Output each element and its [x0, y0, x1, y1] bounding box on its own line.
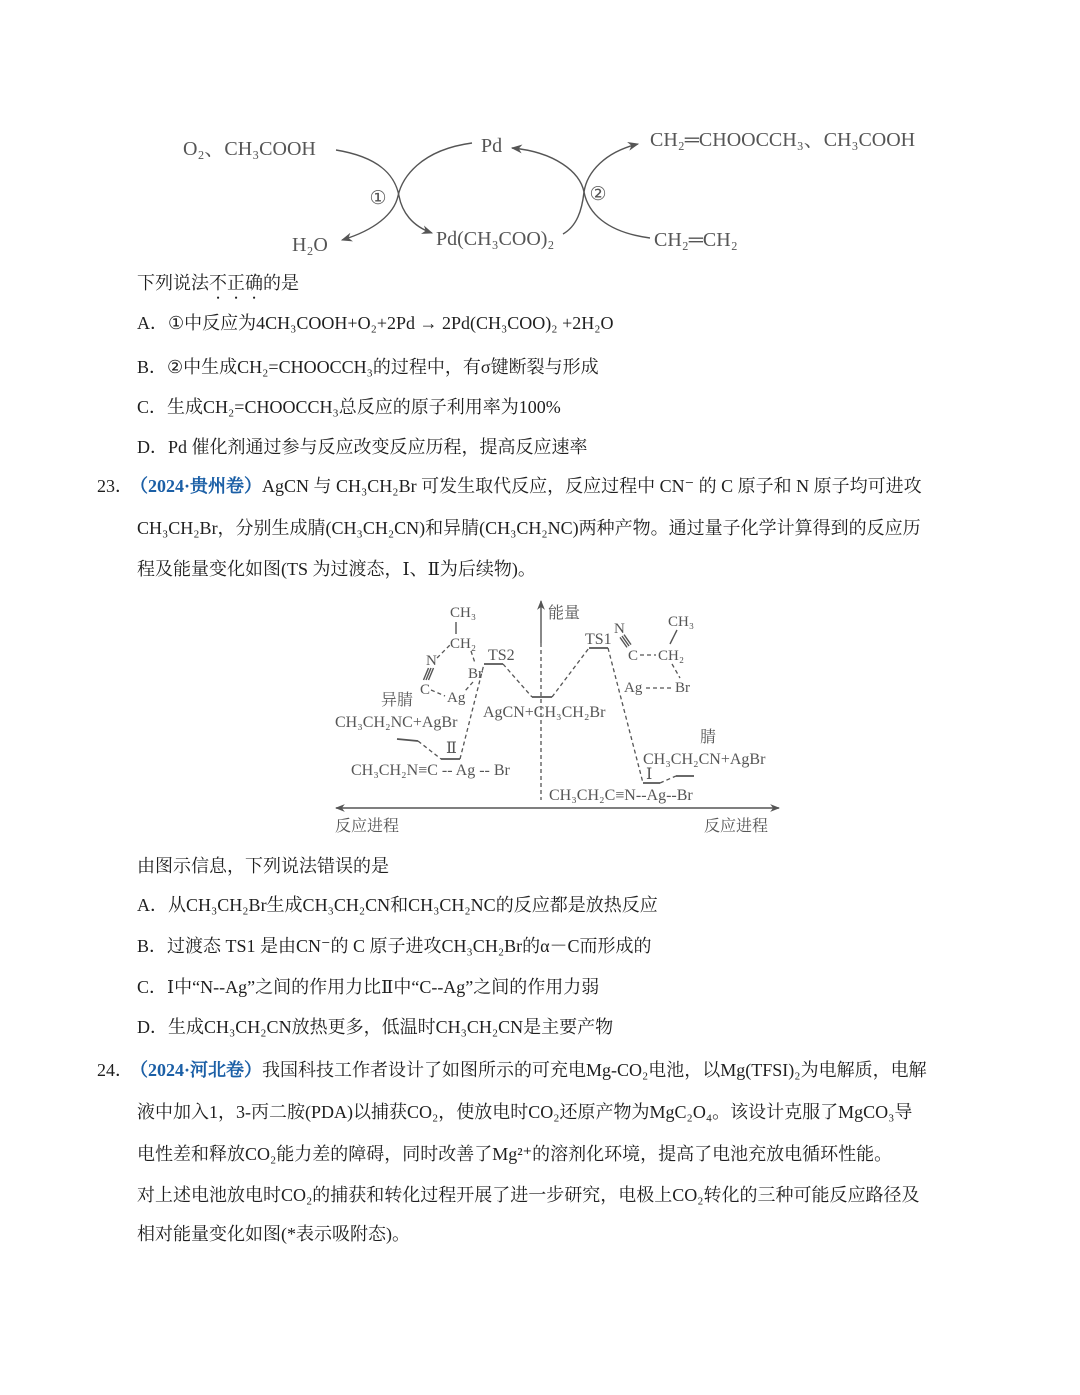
option-text: 过渡态 TS1 是由CN⁻的 C 原子进攻CH₃CH₂Br的α－C而形成的	[167, 936, 652, 956]
cycle-intermediate: Pd(CH₃COO)₂	[436, 228, 555, 250]
ts1-c: C	[628, 648, 639, 664]
reactants-label: AgCN+CH₃CH₂Br	[483, 704, 606, 721]
path-ts1-intermediate-1	[608, 648, 643, 783]
path-ts2-reactants	[503, 664, 532, 697]
ts2-ag: Ag	[447, 690, 466, 706]
q23-option-c	[137, 975, 599, 999]
intermediate-1-structure: CH₃CH₂C≡N--Ag--Br	[549, 787, 693, 804]
cycle-products: CH₂═CHOOCCH₃、CH₃COOH	[650, 129, 916, 151]
cycle-step-2: ②	[589, 183, 607, 205]
q23-option-a	[137, 893, 658, 917]
x-axis-label-right: 反应进程	[704, 818, 769, 835]
option-label: A．	[137, 895, 168, 915]
intermediate-1-label: Ⅰ	[646, 766, 653, 783]
cycle-catalyst: Pd	[481, 135, 503, 157]
q23-line-3: 程及能量变化如图(TS 为过渡态，Ⅰ、Ⅱ为后续物)。	[137, 559, 536, 579]
path-reactants-ts1	[552, 648, 589, 697]
q24-line-4: 对上述电池放电时CO₂的捕获和转化过程开展了进一步研究，电极上CO₂转化的三种可能反应路径及	[137, 1185, 920, 1205]
option-text: Ⅰ中“N--Ag”之间的作用力比Ⅱ中“C--Ag”之间的作用力弱	[167, 977, 600, 997]
path-product-intermediate-2	[418, 741, 441, 759]
intermediate-2-structure: CH₃CH₂N≡C -- Ag -- Br	[351, 762, 510, 779]
option-label: C．	[137, 397, 168, 417]
ts1-ch3: CH₃	[668, 614, 695, 630]
q22-option-b	[137, 355, 599, 379]
option-label: B．	[137, 936, 168, 956]
q22-option-a	[137, 311, 614, 335]
ts2-ch3: CH₃	[450, 605, 477, 621]
cycle-ethylene: CH₂═CH₂	[654, 229, 738, 251]
question-number: 24．	[97, 1060, 133, 1080]
q24-line-5: 相对能量变化如图(*表示吸附态)。	[137, 1224, 410, 1244]
q23-stem: 由图示信息，下列说法错误的是	[137, 856, 389, 876]
question-source: （2024·贵州卷）	[130, 476, 263, 496]
q22-stem-after: 的是	[263, 273, 299, 293]
cycle-arrow-to-catalyst	[512, 148, 650, 238]
ts2-br: Br	[468, 666, 483, 682]
energy-diagram	[330, 598, 785, 840]
q22-option-c	[137, 395, 561, 419]
ts1-ch2: CH₂	[658, 648, 685, 664]
option-text: ①中反应为4CH₃COOH+O₂+2Pd → 2Pd(CH₃COO)₂ +2H₂O	[168, 313, 614, 333]
option-text: 生成CH₂=CHOOCCH₃总反应的原子利用率为100%	[167, 397, 561, 417]
q23-option-d	[137, 1015, 613, 1039]
question-number: 23．	[97, 476, 133, 496]
ts2-n: N	[426, 653, 437, 669]
q24-line-1	[97, 1058, 927, 1082]
q23-line-2: CH₃CH₂Br，分别生成腈(CH₃CH₂CN)和异腈(CH₃CH₂NC)两种产物。通过量子化学计算得到的反应历	[137, 518, 921, 538]
ts2-bond-br-ag	[465, 682, 473, 691]
option-label: D．	[137, 437, 168, 457]
ts1-bond-ch2-br	[672, 664, 680, 678]
ts1-label: TS1	[585, 631, 612, 648]
ts2-bond-ch2-br	[471, 651, 475, 663]
ts2-bond-c-ag	[431, 690, 445, 696]
cycle-water: H₂O	[292, 234, 328, 256]
ts2-c: C	[420, 682, 431, 698]
question-text: 我国科技工作者设计了如图所示的可充电Mg-CO₂电池，以Mg(TFSI)₂为电解质，电解	[262, 1060, 927, 1080]
q23-line-1	[97, 474, 922, 498]
q23-option-b	[137, 934, 652, 958]
x-axis-label-left: 反应进程	[335, 818, 400, 835]
option-text: 从CH₃CH₂Br生成CH₃CH₂CN和CH₃CH₂NC的反应都是放热反应	[168, 895, 658, 915]
nitrile-product: CH₃CH₂CN+AgBr	[643, 751, 766, 768]
option-label: C．	[137, 977, 168, 997]
path-intermediate-1-product	[660, 776, 676, 783]
ts2-label: TS2	[488, 647, 515, 664]
q22-option-d	[137, 435, 588, 459]
q24-line-2: 液中加入1，3-丙二胺(PDA)以捕获CO₂，使放电时CO₂还原产物为MgC₂O₄。该设计克服了MgCO₃导	[137, 1102, 913, 1122]
ts2-ch2: CH₂	[450, 636, 477, 652]
energy-axis-label: 能量	[548, 605, 581, 622]
ts2-bond-n-ch2	[437, 645, 450, 658]
ts1-structure	[614, 614, 694, 696]
cycle-step-1: ①	[369, 187, 387, 209]
nitrile-label: 腈	[700, 729, 717, 746]
q22-stem-before: 下列说法	[137, 273, 209, 293]
ts1-br: Br	[675, 680, 690, 696]
q22-stem-emphasis: 不正确	[209, 273, 263, 293]
question-source: （2024·河北卷）	[130, 1060, 263, 1080]
q22-stem	[137, 271, 299, 303]
option-text: ②中生成CH₂=CHOOCCH₃的过程中，有σ键断裂与形成	[167, 357, 599, 377]
cycle-arrow-to-water	[342, 143, 472, 240]
option-text: Pd 催化剂通过参与反应改变反应历程，提高反应速率	[168, 437, 588, 457]
question-text: AgCN 与 CH₃CH₂Br 可发生取代反应，反应过程中 CN⁻ 的 C 原子和 N 原子均可进攻	[262, 476, 922, 496]
level-isonitrile-product	[397, 739, 418, 741]
cycle-reactants: O₂、CH₃COOH	[183, 138, 316, 160]
ts1-n: N	[614, 621, 625, 637]
ts1-ag: Ag	[624, 680, 643, 696]
ts1-bond-ch3-ch2	[670, 630, 677, 644]
isonitrile-label: 异腈	[381, 692, 414, 709]
catalytic-cycle-diagram	[170, 120, 960, 260]
isonitrile-product: CH₃CH₂NC+AgBr	[335, 714, 458, 731]
option-text: 生成CH₃CH₂CN放热更多，低温时CH₃CH₂CN是主要产物	[168, 1017, 614, 1037]
option-label: D．	[137, 1017, 168, 1037]
ts2-structure	[420, 605, 483, 706]
option-label: B．	[137, 357, 168, 377]
intermediate-2-label: Ⅱ	[446, 740, 457, 757]
q24-line-3: 电性差和释放CO₂能力差的障碍，同时改善了Mg²⁺的溶剂化环境，提高了电池充放电循环性能。	[137, 1144, 893, 1164]
option-label: A．	[137, 313, 168, 333]
